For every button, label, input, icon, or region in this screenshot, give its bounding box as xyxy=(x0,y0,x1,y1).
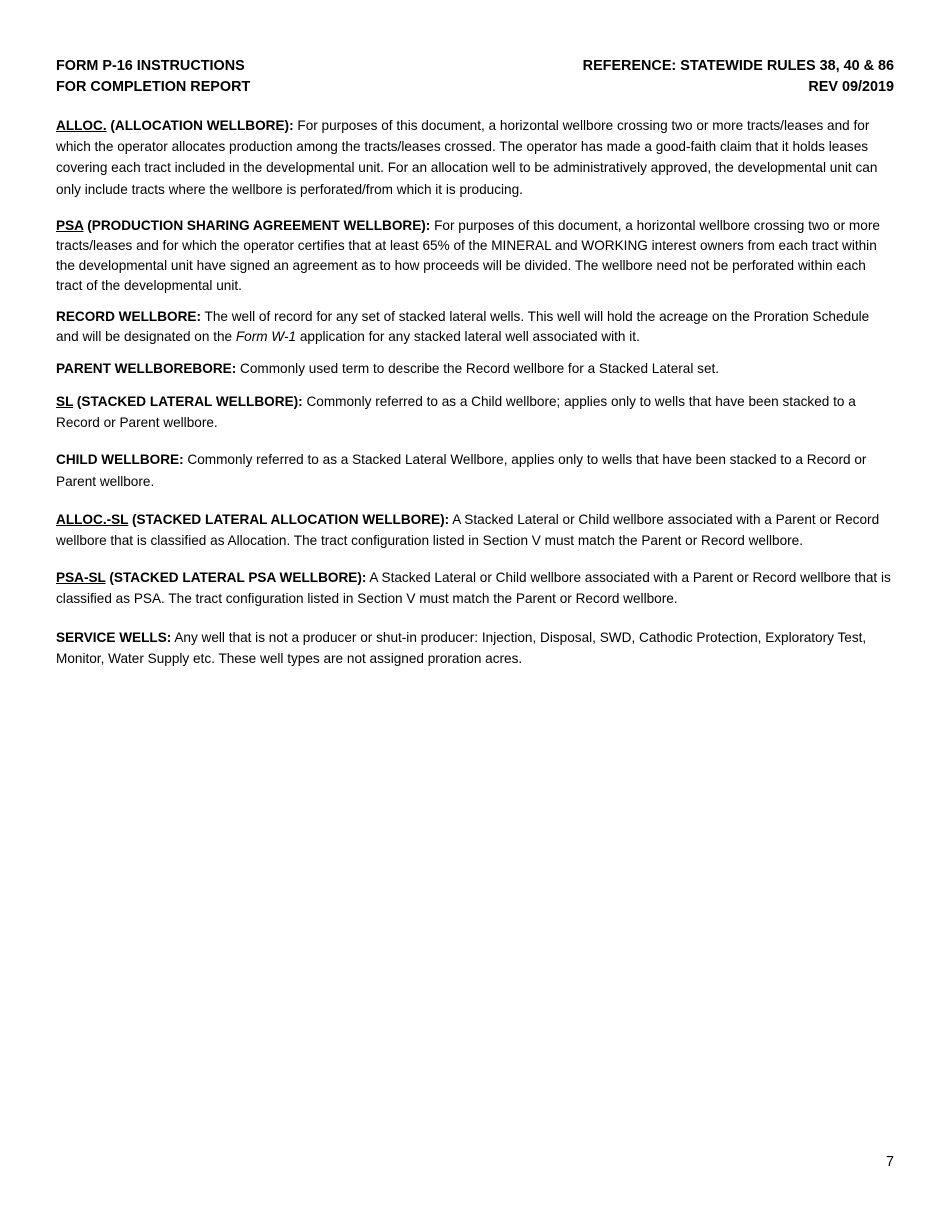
definition-psa xyxy=(56,216,894,296)
page-number: 7 xyxy=(885,1154,894,1170)
definition-alloc-text: For purposes of this document, a horizontal wellbore crossing two or more tracts/leases and for which the operator allocates production among the tracts/leases crossed. The operator has made a good-faith claim that it holds leases covering each tract included in the developmental unit. For an allocation well to be administratively approved, the developmental unit can only include tracts where the wellbore is perforated/from which it is producing. xyxy=(56,118,878,197)
header-form-title xyxy=(56,56,250,98)
definition-sl-abbr: SL xyxy=(56,394,74,410)
definition-alloc-term: (ALLOCATION WELLBORE): xyxy=(106,118,294,133)
definition-psa-term: (PRODUCTION SHARING AGREEMENT WELLBORE): xyxy=(83,217,431,233)
definition-parent-term: PARENT WELLBOREBORE: xyxy=(56,360,237,376)
header-form-title-line1: FORM P-16 INSTRUCTIONS xyxy=(56,58,245,74)
definition-record xyxy=(56,307,894,347)
definition-sl-text: Commonly referred to as a Child wellbore; applies only to wells that have been stacked to a Record or Parent wellbore. xyxy=(56,394,856,431)
header-reference-rules: REFERENCE: STATEWIDE RULES 38, 40 & 86 xyxy=(582,58,894,74)
definition-record-text-before: The well of record for any set of stacked lateral wells. This well will hold the acreage on the Proration Schedule and will be designated on the xyxy=(56,308,870,344)
definition-psa-sl xyxy=(56,567,894,609)
header-form-title-line2: FOR COMPLETION REPORT xyxy=(56,79,251,95)
definition-child-text: Commonly referred to as a Stacked Lateral Wellbore, applies only to wells that have been stacked to a Record or Parent wellbore. xyxy=(56,452,867,489)
definition-service-wells xyxy=(56,627,894,669)
page-header xyxy=(56,56,894,98)
definition-parent xyxy=(56,358,894,379)
definition-psa-sl-term: (STACKED LATERAL PSA WELLBORE): xyxy=(105,570,367,586)
definition-child-term: CHILD WELLBORE: xyxy=(56,452,184,468)
definition-alloc xyxy=(56,115,894,200)
definition-service-wells-text: Any well that is not a producer or shut-in producer: Injection, Disposal, SWD, Cathodic Protection, Exploratory Test, Monitor, Water Supply etc. These well types are not assigned proration acres. xyxy=(56,629,867,666)
definition-child xyxy=(56,449,894,491)
definition-record-form-name: Form W-1 xyxy=(235,328,297,344)
definition-psa-sl-text: A Stacked Lateral or Child wellbore associated with a Parent or Record wellbore that is classified as PSA. The tract configuration listed in Section V must match the Parent or Record wellbore. xyxy=(56,570,891,607)
definition-record-term: RECORD WELLBORE: xyxy=(56,308,201,324)
header-reference xyxy=(583,56,894,98)
definition-alloc-abbr: ALLOC. xyxy=(56,118,107,133)
definition-psa-abbr: PSA xyxy=(56,217,84,233)
definition-alloc-sl-term: (STACKED LATERAL ALLOCATION WELLBORE): xyxy=(128,511,450,527)
header-revision: REV 09/2019 xyxy=(808,79,894,95)
definition-psa-sl-abbr: PSA-SL xyxy=(56,570,106,586)
definition-sl-term: (STACKED LATERAL WELLBORE): xyxy=(73,394,303,410)
definition-psa-text: For purposes of this document, a horizontal wellbore crossing two or more tracts/leases and for which the operator certifies that at least 65% of the MINERAL and WORKING interest owners from each tract within the developmental unit have signed an agreement as to how proceeds will be divided. The wellbore need not be perforated within each tract of the developmental unit. xyxy=(56,217,880,293)
document-page xyxy=(56,56,894,669)
definition-alloc-sl-text: A Stacked Lateral or Child wellbore associated with a Parent or Record wellbore that is classified as Allocation. The tract configuration listed in Section V must match the Parent or Record wellbore. xyxy=(56,511,880,549)
definition-service-wells-term: SERVICE WELLS: xyxy=(56,629,172,645)
definition-record-text-after: application for any stacked lateral well associated with it. xyxy=(296,328,640,344)
definition-alloc-sl-abbr: ALLOC.-SL xyxy=(56,511,129,527)
definition-sl xyxy=(56,391,894,433)
definition-parent-text: Commonly used term to describe the Record wellbore for a Stacked Lateral set. xyxy=(236,360,720,376)
definition-alloc-sl xyxy=(56,509,894,551)
